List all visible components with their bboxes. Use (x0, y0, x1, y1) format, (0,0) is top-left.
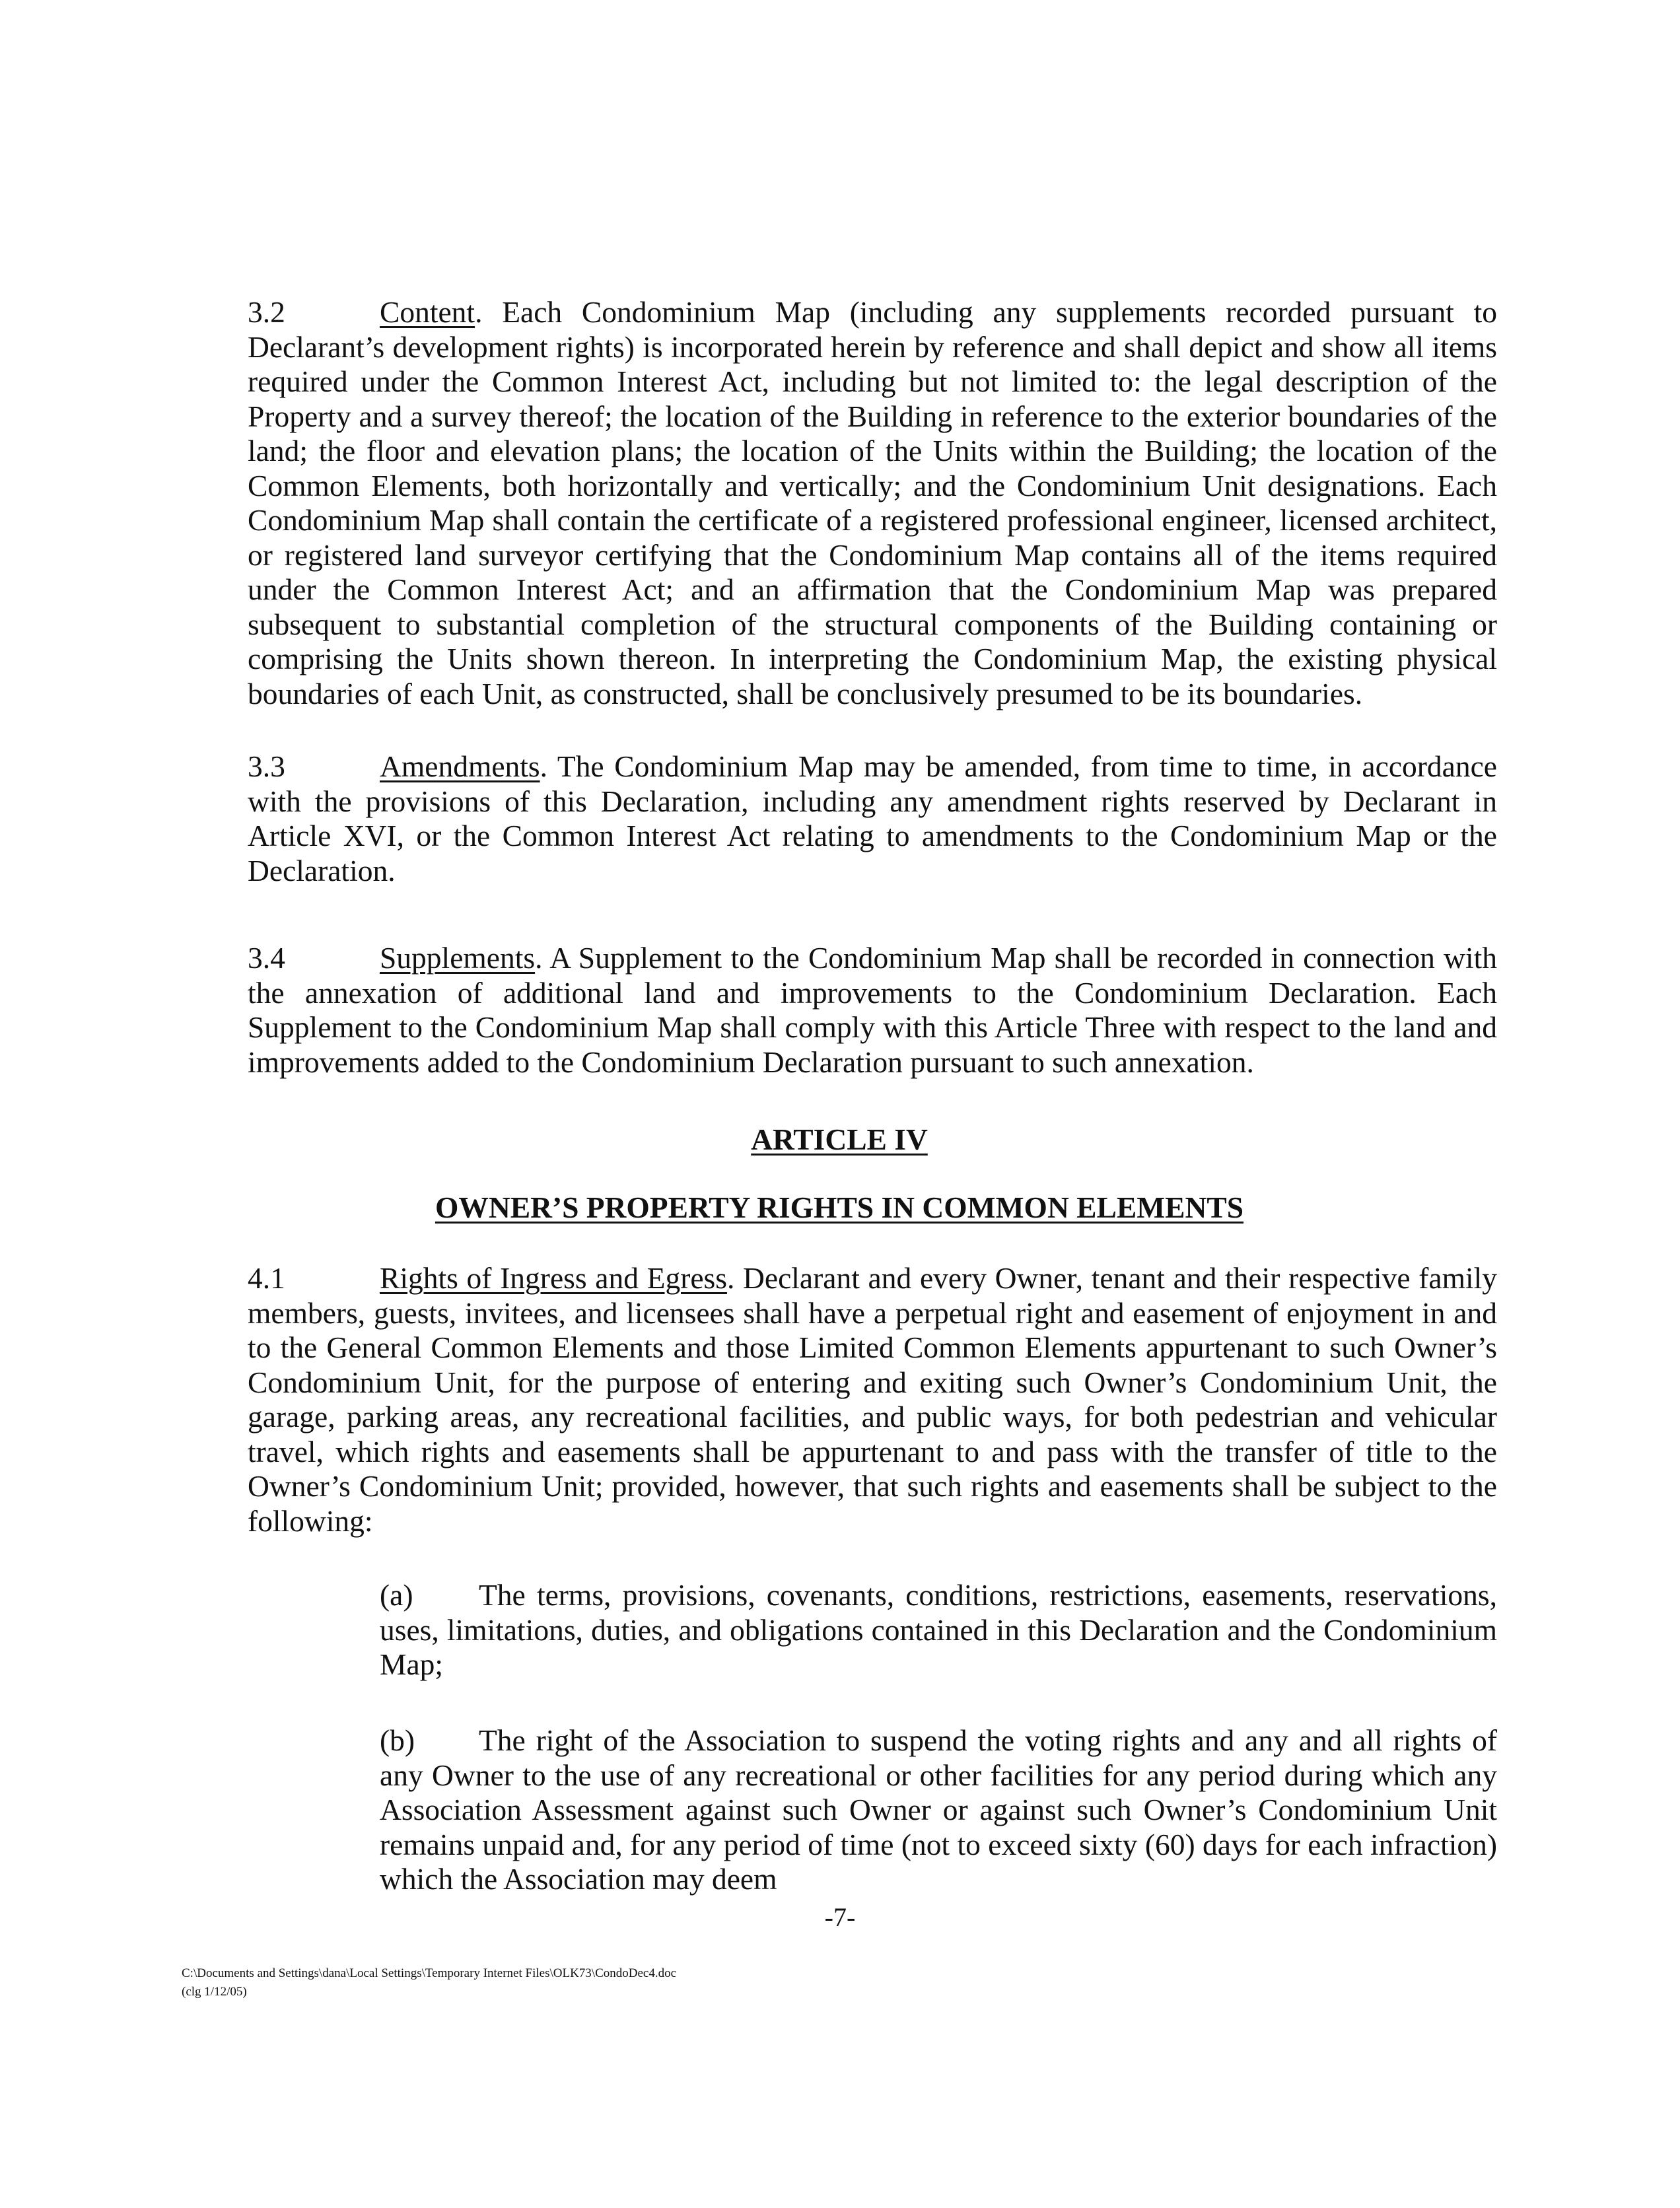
section-number: 3.4 (248, 941, 285, 975)
subsection-b (182, 1723, 1497, 1897)
section-title: Content (380, 295, 475, 329)
footer-file-path: C:\Documents and Settings\dana\Local Settings\Temporary Internet Files\OLK73\CondoDec4.doc (182, 1966, 677, 1980)
section-number: 3.3 (248, 749, 285, 783)
section-text: . A Supplement to the Condominium Map shall be recorded in connection with the annexation of additional land and improvements to the Condominium Declaration. Each Supplement to the Condominium Map shall comply with this Article Three with respect to the land and improvements added to the Condominium Declaration pursuant to such annexation. (248, 941, 1497, 1079)
section-3-3 (182, 749, 1497, 888)
section-title: Supplements (380, 941, 536, 975)
section-title: Amendments (380, 749, 540, 783)
section-4-1 (182, 1261, 1497, 1538)
article-title-heading: OWNER’S PROPERTY RIGHTS IN COMMON ELEMENTS (435, 1190, 1244, 1224)
section-3-2 (182, 295, 1497, 711)
subsection-label: (b) (380, 1723, 415, 1757)
section-3-4 (182, 941, 1497, 1080)
subsection-a (182, 1578, 1497, 1682)
article-number-heading: ARTICLE IV (751, 1122, 928, 1156)
section-number: 3.2 (248, 295, 285, 329)
section-text: . Declarant and every Owner, tenant and their respective family members, guests, invitees, and licensees shall have a perpetual right and easement of enjoyment in and to the General Common Elements and those Limited Common Elements appurtenant to such Owner’s Condominium Unit, for the purpose of entering and exiting such Owner’s Condominium Unit, the garage, parking areas, any recreational facilities, and public ways, for both pedestrian and vehicular travel, which rights and easements shall be appurtenant to and pass with the transfer of title to the Owner’s Condominium Unit; provided, however, that such rights and easements shall be subject to the following: (248, 1261, 1497, 1538)
section-text: . The Condominium Map may be amended, from time to time, in accordance with the provisions of this Declaration, including any amendment rights reserved by Declarant in Article XVI, or the Common Interest Act relating to amendments to the Condominium Map or the Declaration. (248, 749, 1497, 887)
subsection-text: The terms, provisions, covenants, conditions, restrictions, easements, reservations, uses, limitations, duties, and obligations contained in this Declaration and the Condominium Map; (380, 1578, 1497, 1681)
footer-code: (clg 1/12/05) (182, 1985, 247, 1999)
section-number: 4.1 (248, 1261, 285, 1295)
section-text: . Each Condominium Map (including any supplements recorded pursuant to Declarant’s development rights) is incorporated herein by reference and shall depict and show all items required under the Common Interest Act, including but not limited to: the legal description of the Property and a survey thereof; the location of the Building in reference to the exterior boundaries of the land; the floor and elevation plans; the location of the Units within the Building; the location of the Common Elements, both horizontally and vertically; and the Condominium Unit designations. Each Condominium Map shall contain the certificate of a registered professional engineer, licensed architect, or registered land surveyor certifying that the Condominium Map contains all of the items required under the Common Interest Act; and an affirmation that the Condominium Map was prepared subsequent to substantial completion of the structural components of the Building containing or comprising the Units shown thereon. In interpreting the Condominium Map, the existing physical boundaries of each Unit, as constructed, shall be conclusively presumed to be its boundaries. (248, 295, 1497, 710)
subsection-label: (a) (380, 1578, 413, 1612)
subsection-text: The right of the Association to suspend the voting rights and any and all rights of any Owner to the use of any recreational or other facilities for any period during which any Association Assessment against such Owner or against such Owner’s Condominium Unit remains unpaid and, for any period of time (not to exceed sixty (60) days for each infraction) which the Association may deem (380, 1723, 1497, 1896)
page-number: -7- (824, 1902, 856, 1932)
section-title: Rights of Ingress and Egress (380, 1261, 727, 1295)
document-footer (182, 1964, 676, 2001)
